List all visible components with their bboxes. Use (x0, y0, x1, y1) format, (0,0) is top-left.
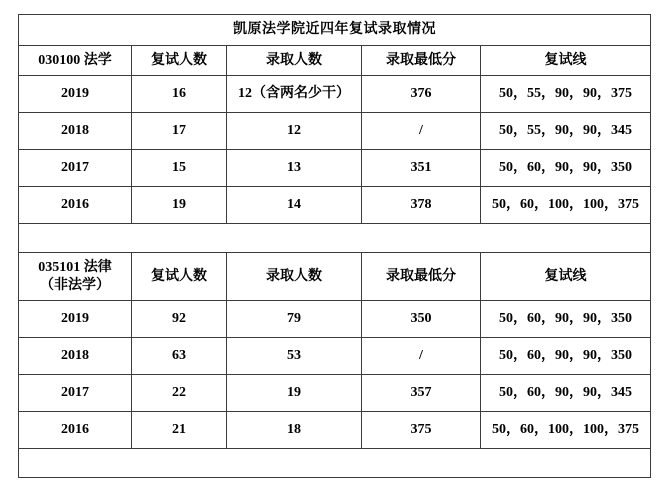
results-table (18, 14, 651, 478)
table1-row2-interviewed: 15 (132, 150, 227, 187)
table1-row0-interviewed: 16 (132, 76, 227, 113)
table2-row2-interviewed: 22 (132, 375, 227, 412)
table1-row1-min-score: / (362, 113, 481, 150)
table2-row0-admitted: 79 (227, 301, 362, 338)
table2-row1-line: 50，60，90，90，350 (481, 338, 651, 375)
table1-row0-line: 50，55，90，90，375 (481, 76, 651, 113)
page-title: 凯原法学院近四年复试录取情况 (19, 15, 651, 46)
table1-row2-year: 2017 (19, 150, 132, 187)
table1-row0-admitted: 12（含两名少干） (227, 76, 362, 113)
table2-row0-line: 50，60，90，90，350 (481, 301, 651, 338)
table1-header-line: 复试线 (481, 45, 651, 76)
table1-row3-admitted: 14 (227, 187, 362, 224)
table1-row3-min-score: 378 (362, 187, 481, 224)
table2-header-interviewed: 复试人数 (132, 253, 227, 301)
table1-header-admitted: 录取人数 (227, 45, 362, 76)
title-row (19, 15, 651, 46)
table2-row3-line: 50，60，100，100，375 (481, 412, 651, 449)
table1-header-row (19, 45, 651, 76)
table-row (19, 412, 651, 449)
table-footer-cell (19, 449, 651, 478)
table2-header-program-line2: （非法学） (40, 277, 110, 293)
table2-row1-year: 2018 (19, 338, 132, 375)
table1-header-interviewed: 复试人数 (132, 45, 227, 76)
table1-row3-year: 2016 (19, 187, 132, 224)
table2-header-line: 复试线 (481, 253, 651, 301)
table-row (19, 301, 651, 338)
table-row (19, 150, 651, 187)
table2-header-program-line1: 035101 法律 (38, 260, 112, 275)
table-row (19, 375, 651, 412)
table2-row2-min-score: 357 (362, 375, 481, 412)
table2-row0-min-score: 350 (362, 301, 481, 338)
table1-header-min-score: 录取最低分 (362, 45, 481, 76)
table-separator-row (19, 224, 651, 253)
table2-row3-interviewed: 21 (132, 412, 227, 449)
table1-row2-admitted: 13 (227, 150, 362, 187)
table2-row1-interviewed: 63 (132, 338, 227, 375)
table1-row1-interviewed: 17 (132, 113, 227, 150)
table2-row2-year: 2017 (19, 375, 132, 412)
table1-row1-admitted: 12 (227, 113, 362, 150)
table1-row0-min-score: 376 (362, 76, 481, 113)
table1-row1-year: 2018 (19, 113, 132, 150)
table2-header-admitted: 录取人数 (227, 253, 362, 301)
table2-row1-min-score: / (362, 338, 481, 375)
table2-row2-admitted: 19 (227, 375, 362, 412)
table1-row3-interviewed: 19 (132, 187, 227, 224)
table-row (19, 187, 651, 224)
table1-row2-line: 50，60，90，90，350 (481, 150, 651, 187)
table-separator-cell (19, 224, 651, 253)
table2-row3-year: 2016 (19, 412, 132, 449)
table2-row0-year: 2019 (19, 301, 132, 338)
table-row (19, 338, 651, 375)
table2-header-row (19, 253, 651, 301)
table1-row3-line: 50，60，100，100，375 (481, 187, 651, 224)
table2-header-program (19, 253, 132, 301)
table1-row2-min-score: 351 (362, 150, 481, 187)
table-footer-row (19, 449, 651, 478)
table2-row1-admitted: 53 (227, 338, 362, 375)
table1-row0-year: 2019 (19, 76, 132, 113)
table2-row2-line: 50，60，90，90，345 (481, 375, 651, 412)
table1-row1-line: 50，55，90，90，345 (481, 113, 651, 150)
table2-row3-admitted: 18 (227, 412, 362, 449)
table2-header-min-score: 录取最低分 (362, 253, 481, 301)
table-row (19, 113, 651, 150)
table2-row3-min-score: 375 (362, 412, 481, 449)
table1-header-program: 030100 法学 (19, 45, 132, 76)
table-row (19, 76, 651, 113)
table2-row0-interviewed: 92 (132, 301, 227, 338)
